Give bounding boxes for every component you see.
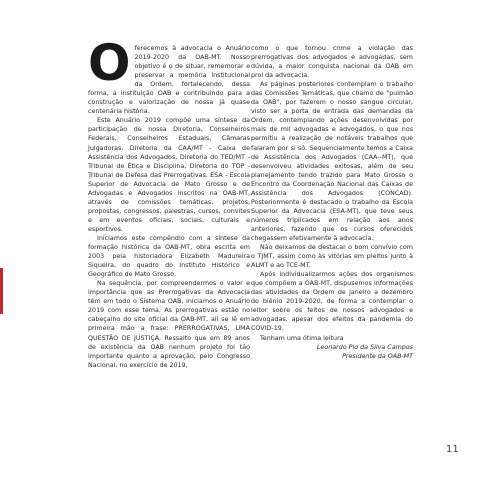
paragraph: como o que tornou crime a violação das prerrogativas dos advogados e advogadas, sem dúvida, a maior conquista nacional da OAB em prol da advocacia. xyxy=(251,45,413,80)
right-column xyxy=(251,44,413,361)
paragraph: Não deixamos de destacar o bom convívio com o TJMT, assim como às vitórias em pleitos junto à ALMT e ao TCE-MT. xyxy=(251,244,413,270)
opening-paragraph xyxy=(88,34,250,116)
edge-accent-bar xyxy=(0,268,3,314)
opening-paragraph-text: ferecemos à advocacia o Anuário 2019-2020 da OAB-MT. Nosso objetivo é o de situar, rememorar e preservar a memória institucional da Ordem, fortalecendo, dessa forma, a instituição OAB e contribuindo para a construção e valorização de nossa já quase centenária história. xyxy=(88,45,250,116)
page-number: 11 xyxy=(446,444,459,455)
left-column xyxy=(88,34,250,370)
drop-cap: O xyxy=(88,34,131,92)
paragraph: Iniciamos este compêndio com a síntese da formação histórica da OAB-MT, obra escrita em 2003 pela historiadora Elizabeth Madureira Siqueira, do quadro do Instituto Histórico e Geográfico de Mato Grosso. xyxy=(88,234,250,279)
closing-line: Tenham uma ótima leitura xyxy=(260,334,344,342)
paragraph: Na sequência, por compreendermos o valor e importância que as Prerrogativas da Advocacia têm em todo o Sistema OAB, iniciamos o Anuário 2019 com esse tema. As prerrogativas estão no cabeçalho do site oficial da OAB-MT, ali se lê em primeira mão a frase: PRERROGATIVAS, UMA QUESTÃO DE JUSTIÇA. Ressalto que em 89 anos de existência da OAB nenhum projeto foi tão importante quanto a aprovação, pelo Congresso Nacional, no exercício de 2019, xyxy=(88,280,250,369)
paragraph: As páginas posteriores contemplam o trabalho das Comissões Temáticas, que chamo de "pulmão da OAB", por fazerem o nosso sangue circular, visto ser a porta de entrada das demandas da Ordem, contemplando ações desenvolvidas por mais de mil advogadas e advogados, o que nos permitiu a realização de notáveis trabalhos que falaram por si só. Sequencialmente temos a Caixa de Assistência dos Advogados (CAA--MT), que desenvolveu atividades exitosas, além de seu planejamento tendo trazido para Mato Grosso o Encontro da Coordenação Nacional das Caixas de Assistência dos Advogados (CONCAD). Posteriormente é destacado o trabalho da Escola Superior da Advocacia (ESA-MT), que teve seus números triplicados em relação aos anos anteriores, fazendo que os cursos oferecidos chegassem efetivamente à advocacia. xyxy=(251,81,413,242)
paragraph: Este Anuário 2019 compõe uma síntese da participação de nossa Diretoria, Conselheiros Federais, Conselheiros Estaduais, Câmaras Julgadoras, Diretoria da CAA/MT - Caixa de Assistência dos Advogados, Diretoria do TED/MT - Tribunal de Ética e Disciplina, Diretoria do TOP - Tribunal de Defesa das Prerrogativas, ESA - Escola Superior de Advocacia de Mato Grosso e de Advogadas e Advogados inscritos na OAB-MT, através de comissões temáticas, projetos, propostas, congressos, palestras, cursos, convites e em eventos oficiais, sociais, culturais e esportivos. xyxy=(88,117,250,233)
signature-title: Presidente da OAB-MT xyxy=(342,352,413,360)
paragraph: Após individualizarmos ações dos organismos que compõem a OAB-MT, dispusemos informações das atividades da Ordem de janeiro a dezembro do biênio 2019-2020, de forma a contemplar o leitor sobre os feitos de nossos advogados e advogadas, apesar dos efeitos da pandemia do COVID-19. xyxy=(251,271,413,333)
signature-name: Leonardo Pio da Silva Campos xyxy=(316,343,413,351)
